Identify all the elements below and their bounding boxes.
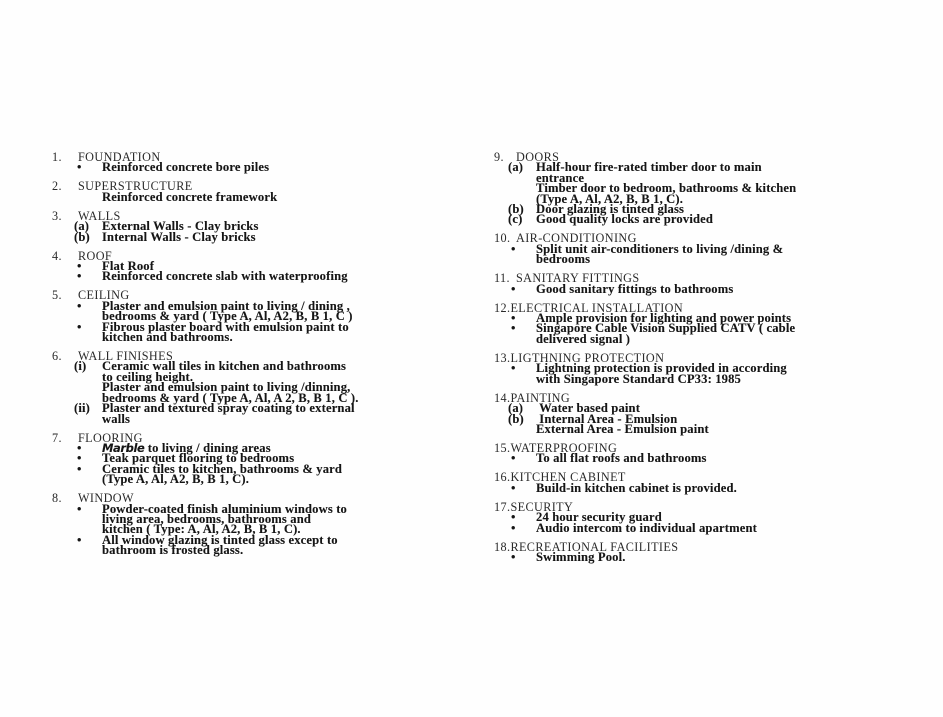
section-number: 2. bbox=[52, 179, 62, 194]
section-wall-finishes bbox=[52, 351, 472, 424]
section-number: 13. bbox=[494, 350, 511, 365]
item-marker bbox=[508, 183, 536, 193]
spec-line bbox=[52, 229, 472, 244]
spec-text: Good sanitary fittings to bathrooms bbox=[536, 281, 734, 296]
section-flooring bbox=[52, 430, 472, 487]
bullet-icon: • bbox=[511, 311, 516, 326]
section-kitchen-cabinet bbox=[494, 472, 914, 493]
section-title: LIGTHNING PROTECTION bbox=[510, 350, 665, 365]
section-superstructure bbox=[52, 181, 472, 202]
section-number: 14. bbox=[494, 390, 511, 405]
bullet-icon: • bbox=[511, 361, 516, 376]
section-number: 15. bbox=[494, 440, 511, 455]
spec-text: Ceramic tiles to kitchen, bathrooms & yard bbox=[102, 461, 343, 476]
spec-text: Half-hour fire-rated timber door to main bbox=[536, 160, 762, 175]
spec-text: Swimming Pool. bbox=[536, 549, 626, 564]
item-marker: (c) bbox=[508, 212, 523, 227]
bullet-icon: • bbox=[77, 269, 82, 284]
section-title: ELECTRICAL INSTALLATION bbox=[510, 300, 684, 315]
bullet-icon: • bbox=[77, 440, 82, 455]
section-title: ROOF bbox=[78, 248, 113, 263]
section-roof bbox=[52, 248, 472, 284]
section-title: CEILING bbox=[78, 288, 130, 303]
section-sanitary-fittings bbox=[494, 273, 914, 294]
spec-line bbox=[494, 421, 914, 436]
spec-text: Build-in kitchen cabinet is provided. bbox=[536, 480, 737, 495]
section-number: 9. bbox=[494, 150, 504, 164]
section-walls bbox=[52, 208, 472, 244]
bullet-icon bbox=[508, 374, 536, 384]
section-title: AIR-CONDITIONING bbox=[516, 231, 637, 246]
section-title: SUPERSTRUCTURE bbox=[78, 179, 193, 194]
bullet-icon: • bbox=[77, 259, 82, 274]
spec-text: (Type A, Al, A2, B, B 1, C). bbox=[536, 191, 684, 206]
item-marker: (a) bbox=[508, 401, 524, 416]
spec-text: to living / dining areas bbox=[147, 440, 271, 455]
handwritten-annotation: Marble bbox=[102, 440, 145, 455]
bullet-icon: • bbox=[77, 451, 82, 466]
bullet-icon: • bbox=[511, 281, 516, 296]
item-marker: (b) bbox=[508, 202, 524, 217]
spec-text: Plaster and emulsion paint to living /dinning, bbox=[102, 380, 351, 395]
spec-text: (Type A, Al, A2, B, B 1, C). bbox=[102, 472, 250, 487]
section-number: 4. bbox=[52, 248, 62, 263]
spec-text: Split unit air-conditioners to living /dining & bbox=[536, 241, 784, 256]
spec-text: bedrooms bbox=[536, 252, 591, 267]
spec-text: Reinforced concrete framework bbox=[102, 189, 278, 204]
spec-line bbox=[52, 189, 472, 204]
section-title: WATERPROOFING bbox=[510, 440, 618, 455]
section-number: 18. bbox=[494, 539, 511, 554]
spec-text: 24 hour security guard bbox=[536, 510, 662, 525]
spec-text: Powder-coated finish aluminium windows to bbox=[102, 501, 347, 516]
bullet-icon: • bbox=[511, 451, 516, 466]
bullet-icon: • bbox=[511, 549, 516, 564]
item-marker bbox=[508, 424, 536, 434]
item-marker bbox=[74, 192, 102, 202]
spec-text: Singapore Cable Vision Supplied CATV ( cable bbox=[536, 321, 796, 336]
left-column bbox=[52, 152, 472, 564]
section-title: FOUNDATION bbox=[78, 150, 161, 164]
section-number: 11. bbox=[494, 271, 510, 286]
item-marker bbox=[508, 173, 536, 183]
spec-line bbox=[494, 212, 914, 227]
section-ceiling bbox=[52, 288, 472, 345]
section-title: DOORS bbox=[516, 150, 560, 164]
section-title: WINDOW bbox=[78, 491, 134, 506]
spec-line bbox=[52, 269, 472, 284]
spec-text: External Area - Emulsion paint bbox=[536, 421, 709, 436]
spec-text: Teak parquet flooring to bedrooms bbox=[102, 451, 295, 466]
section-number: 1. bbox=[52, 150, 62, 164]
item-marker: (i) bbox=[74, 359, 87, 374]
spec-text: with Singapore Standard CP33: 1985 bbox=[536, 371, 741, 386]
spec-text: bedrooms & yard ( Type A, Al, A 2, B, B 1, C ). bbox=[102, 390, 359, 405]
item-marker bbox=[74, 372, 102, 382]
spec-text: Door glazing is tinted glass bbox=[536, 202, 685, 217]
spec-text: kitchen ( Type: A, Al, A2, B, B 1, C). bbox=[102, 522, 301, 537]
spec-text: Reinforced concrete slab with waterproofing bbox=[102, 269, 348, 284]
section-painting bbox=[494, 390, 914, 436]
section-security bbox=[494, 499, 914, 535]
bullet-icon: • bbox=[511, 321, 516, 336]
section-number: 12. bbox=[494, 300, 511, 315]
section-title: SECURITY bbox=[510, 499, 574, 514]
bullet-icon: • bbox=[511, 241, 516, 256]
section-waterproofing bbox=[494, 440, 914, 466]
section-title: KITCHEN CABINET bbox=[510, 470, 626, 485]
bullet-icon bbox=[74, 332, 102, 342]
spec-text: Plaster and emulsion paint to living / dining , bbox=[102, 298, 350, 313]
bullet-icon: • bbox=[77, 461, 82, 476]
spec-text: living area, bedrooms, bathrooms and bbox=[102, 511, 312, 526]
bullet-icon: • bbox=[511, 520, 516, 535]
section-foundation bbox=[52, 152, 472, 173]
section-number: 17. bbox=[494, 499, 511, 514]
spec-line bbox=[494, 520, 914, 535]
section-title: SANITARY FITTINGS bbox=[516, 271, 640, 286]
bullet-icon: • bbox=[511, 480, 516, 495]
section-electrical-installation bbox=[494, 300, 914, 346]
bullet-icon: • bbox=[77, 298, 82, 313]
section-number: 7. bbox=[52, 430, 62, 445]
spec-line bbox=[494, 480, 914, 495]
section-title: WALLS bbox=[78, 208, 121, 223]
section-number: 8. bbox=[52, 491, 62, 506]
spec-text: entrance bbox=[536, 170, 585, 185]
spec-text: To all flat roofs and bathrooms bbox=[536, 451, 707, 466]
spec-line bbox=[494, 331, 914, 346]
section-doors bbox=[494, 152, 914, 225]
spec-text: Fibrous plaster board with emulsion paint to bbox=[102, 319, 349, 334]
spec-line bbox=[494, 451, 914, 466]
spec-text: Audio intercom to individual apartment bbox=[536, 520, 757, 535]
bullet-icon bbox=[74, 545, 102, 555]
section-ligthning-protection bbox=[494, 350, 914, 386]
right-column bbox=[494, 152, 914, 571]
spec-text: to ceiling height. bbox=[102, 369, 194, 384]
spec-text: Internal Walls - Clay bricks bbox=[102, 229, 256, 244]
item-marker bbox=[74, 414, 102, 424]
bullet-icon: • bbox=[511, 510, 516, 525]
spec-text: Good quality locks are provided bbox=[536, 212, 714, 227]
section-number: 10. bbox=[494, 231, 511, 246]
bullet-icon: • bbox=[77, 501, 82, 516]
section-title: WALL FINISHES bbox=[78, 349, 174, 364]
section-air-conditioning bbox=[494, 231, 914, 267]
spec-text: Ceramic wall tiles in kitchen and bathrooms bbox=[102, 359, 347, 374]
spec-line bbox=[494, 549, 914, 564]
bullet-icon bbox=[74, 474, 102, 484]
spec-text: Water based paint bbox=[536, 401, 641, 416]
spec-line bbox=[52, 160, 472, 175]
spec-text: Ample provision for lighting and power points bbox=[536, 311, 792, 326]
bullet-icon: • bbox=[77, 532, 82, 547]
section-title: PAINTING bbox=[510, 390, 571, 405]
section-number: 16. bbox=[494, 470, 511, 485]
section-recreational-facilities bbox=[494, 539, 914, 564]
item-marker: (a) bbox=[508, 160, 524, 175]
section-number: 3. bbox=[52, 208, 62, 223]
spec-text: Lightning protection is provided in according bbox=[536, 361, 787, 376]
spec-line bbox=[52, 411, 472, 426]
section-title: FLOORING bbox=[78, 430, 143, 445]
section-title: RECREATIONAL FACILITIES bbox=[510, 539, 679, 554]
section-number: 5. bbox=[52, 288, 62, 303]
spec-text: Reinforced concrete bore piles bbox=[102, 160, 270, 175]
spec-line bbox=[494, 371, 914, 386]
spec-text: Timber door to bedroom, bathrooms & kitchen bbox=[536, 181, 797, 196]
spec-line bbox=[494, 281, 914, 296]
spec-text: delivered signal ) bbox=[536, 331, 631, 346]
spec-text: walls bbox=[102, 411, 131, 426]
bullet-icon bbox=[508, 334, 536, 344]
section-number: 6. bbox=[52, 349, 62, 364]
section-window bbox=[52, 491, 472, 558]
spec-text: Plaster and textured spray coating to external bbox=[102, 401, 355, 416]
spec-text: Internal Area - Emulsion bbox=[536, 411, 678, 426]
item-marker: (b) bbox=[508, 411, 524, 426]
bullet-icon bbox=[508, 254, 536, 264]
bullet-icon bbox=[74, 514, 102, 524]
spec-text: kitchen and bathrooms. bbox=[102, 330, 233, 345]
spec-text: bathroom is frosted glass. bbox=[102, 543, 244, 558]
item-marker: (a) bbox=[74, 219, 90, 234]
spec-text: bedrooms & yard ( Type A, Al, A2, B, B 1, C ) bbox=[102, 309, 353, 324]
spec-text: External Walls - Clay bricks bbox=[102, 219, 259, 234]
item-marker bbox=[74, 382, 102, 392]
bullet-icon: • bbox=[77, 160, 82, 175]
spec-text: All window glazing is tinted glass except to bbox=[102, 532, 338, 547]
item-marker: (ii) bbox=[74, 401, 90, 416]
item-marker: (b) bbox=[74, 229, 90, 244]
bullet-icon: • bbox=[77, 319, 82, 334]
spec-text: Flat Roof bbox=[102, 259, 155, 274]
